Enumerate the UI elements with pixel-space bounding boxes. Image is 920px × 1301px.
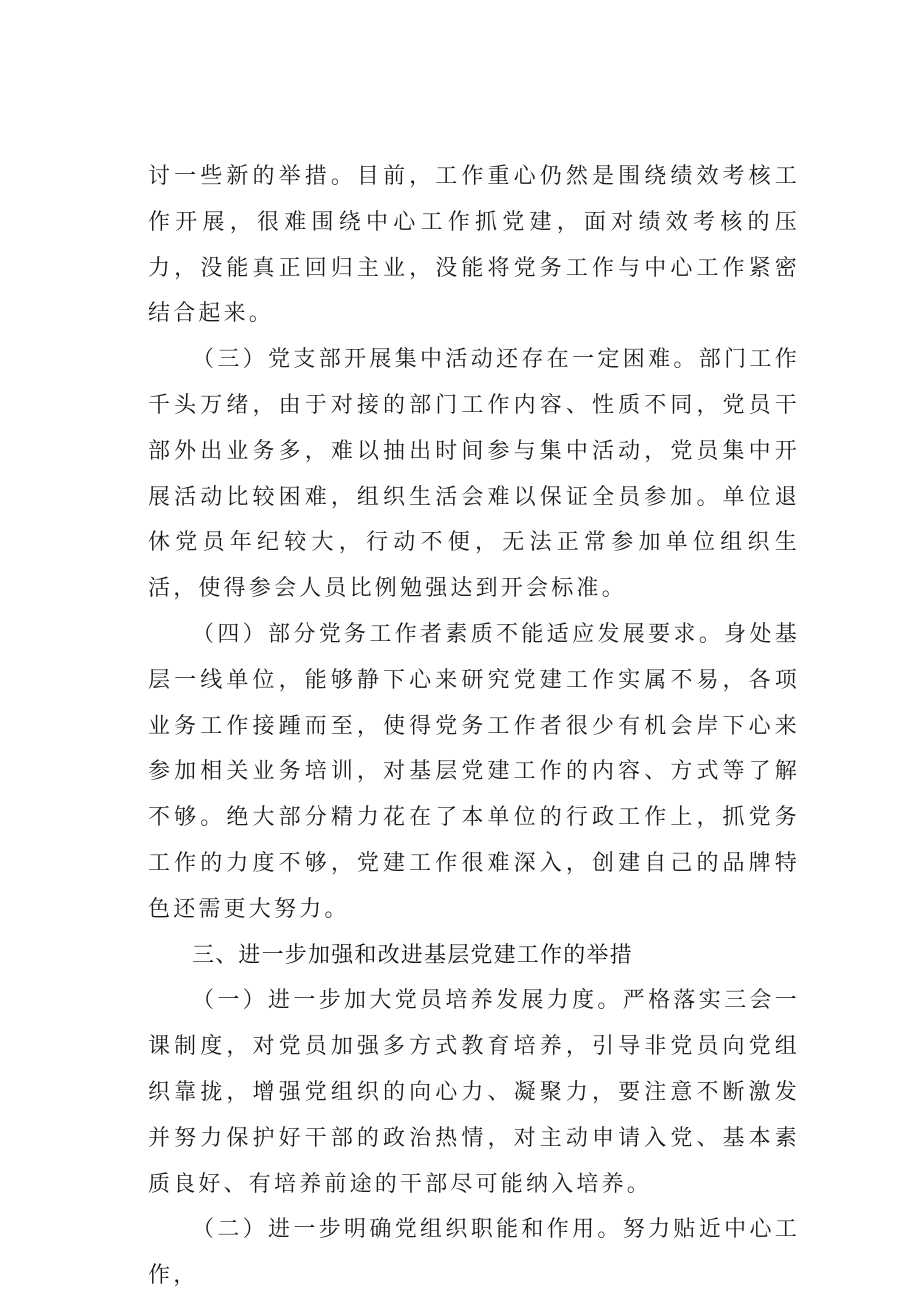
paragraph-measure-two: （二）进一步明确党组织职能和作用。努力贴近中心工作， xyxy=(148,1217,800,1289)
section-heading: 三、进一步加强和改进基层党建工作的举措 xyxy=(192,942,633,968)
paragraph-continuation: 讨一些新的举措。目前，工作重心仍然是围绕绩效考核工作开展，很难围绕中心工作抓党建，面对绩效考核的压力，没能真正回归主业，没能将党务工作与中心工作紧密结合起来。 xyxy=(148,164,800,327)
paragraph-section-four: （四）部分党务工作者素质不能适应发展要求。身处基层一线单位，能够静下心来研究党建工作实属不易，各项业务工作接踵而至，使得党务工作者很少有机会岸下心来参加相关业务培训，对基层党建工作的内容、方式等了解不够。绝大部分精力花在了本单位的行政工作上，抓党务工作的力度不够，党建工作很难深入，创建自己的品牌特色还需更大努力。 xyxy=(148,621,800,922)
paragraph-section-three: （三）党支部开展集中活动还存在一定困难。部门工作千头万绪，由于对接的部门工作内容、性质不同，党员干部外出业务多，难以抽出时间参与集中活动，党员集中开展活动比较困难，组织生活会难以保证全员参加。单位退休党员年纪较大，行动不便，无法正常参加单位组织生活，使得参会人员比例勉强达到开会标准。 xyxy=(148,347,800,602)
paragraph-measure-one: （一）进一步加大党员培养发展力度。严格落实三会一课制度，对党员加强多方式教育培养，引导非党员向党组织靠拢，增强党组织的向心力、凝聚力，要注意不断激发并努力保护好干部的政治热情，对主动申请入党、基本素质良好、有培养前途的干部尽可能纳入培养。 xyxy=(148,988,800,1197)
document-body xyxy=(148,154,800,1299)
